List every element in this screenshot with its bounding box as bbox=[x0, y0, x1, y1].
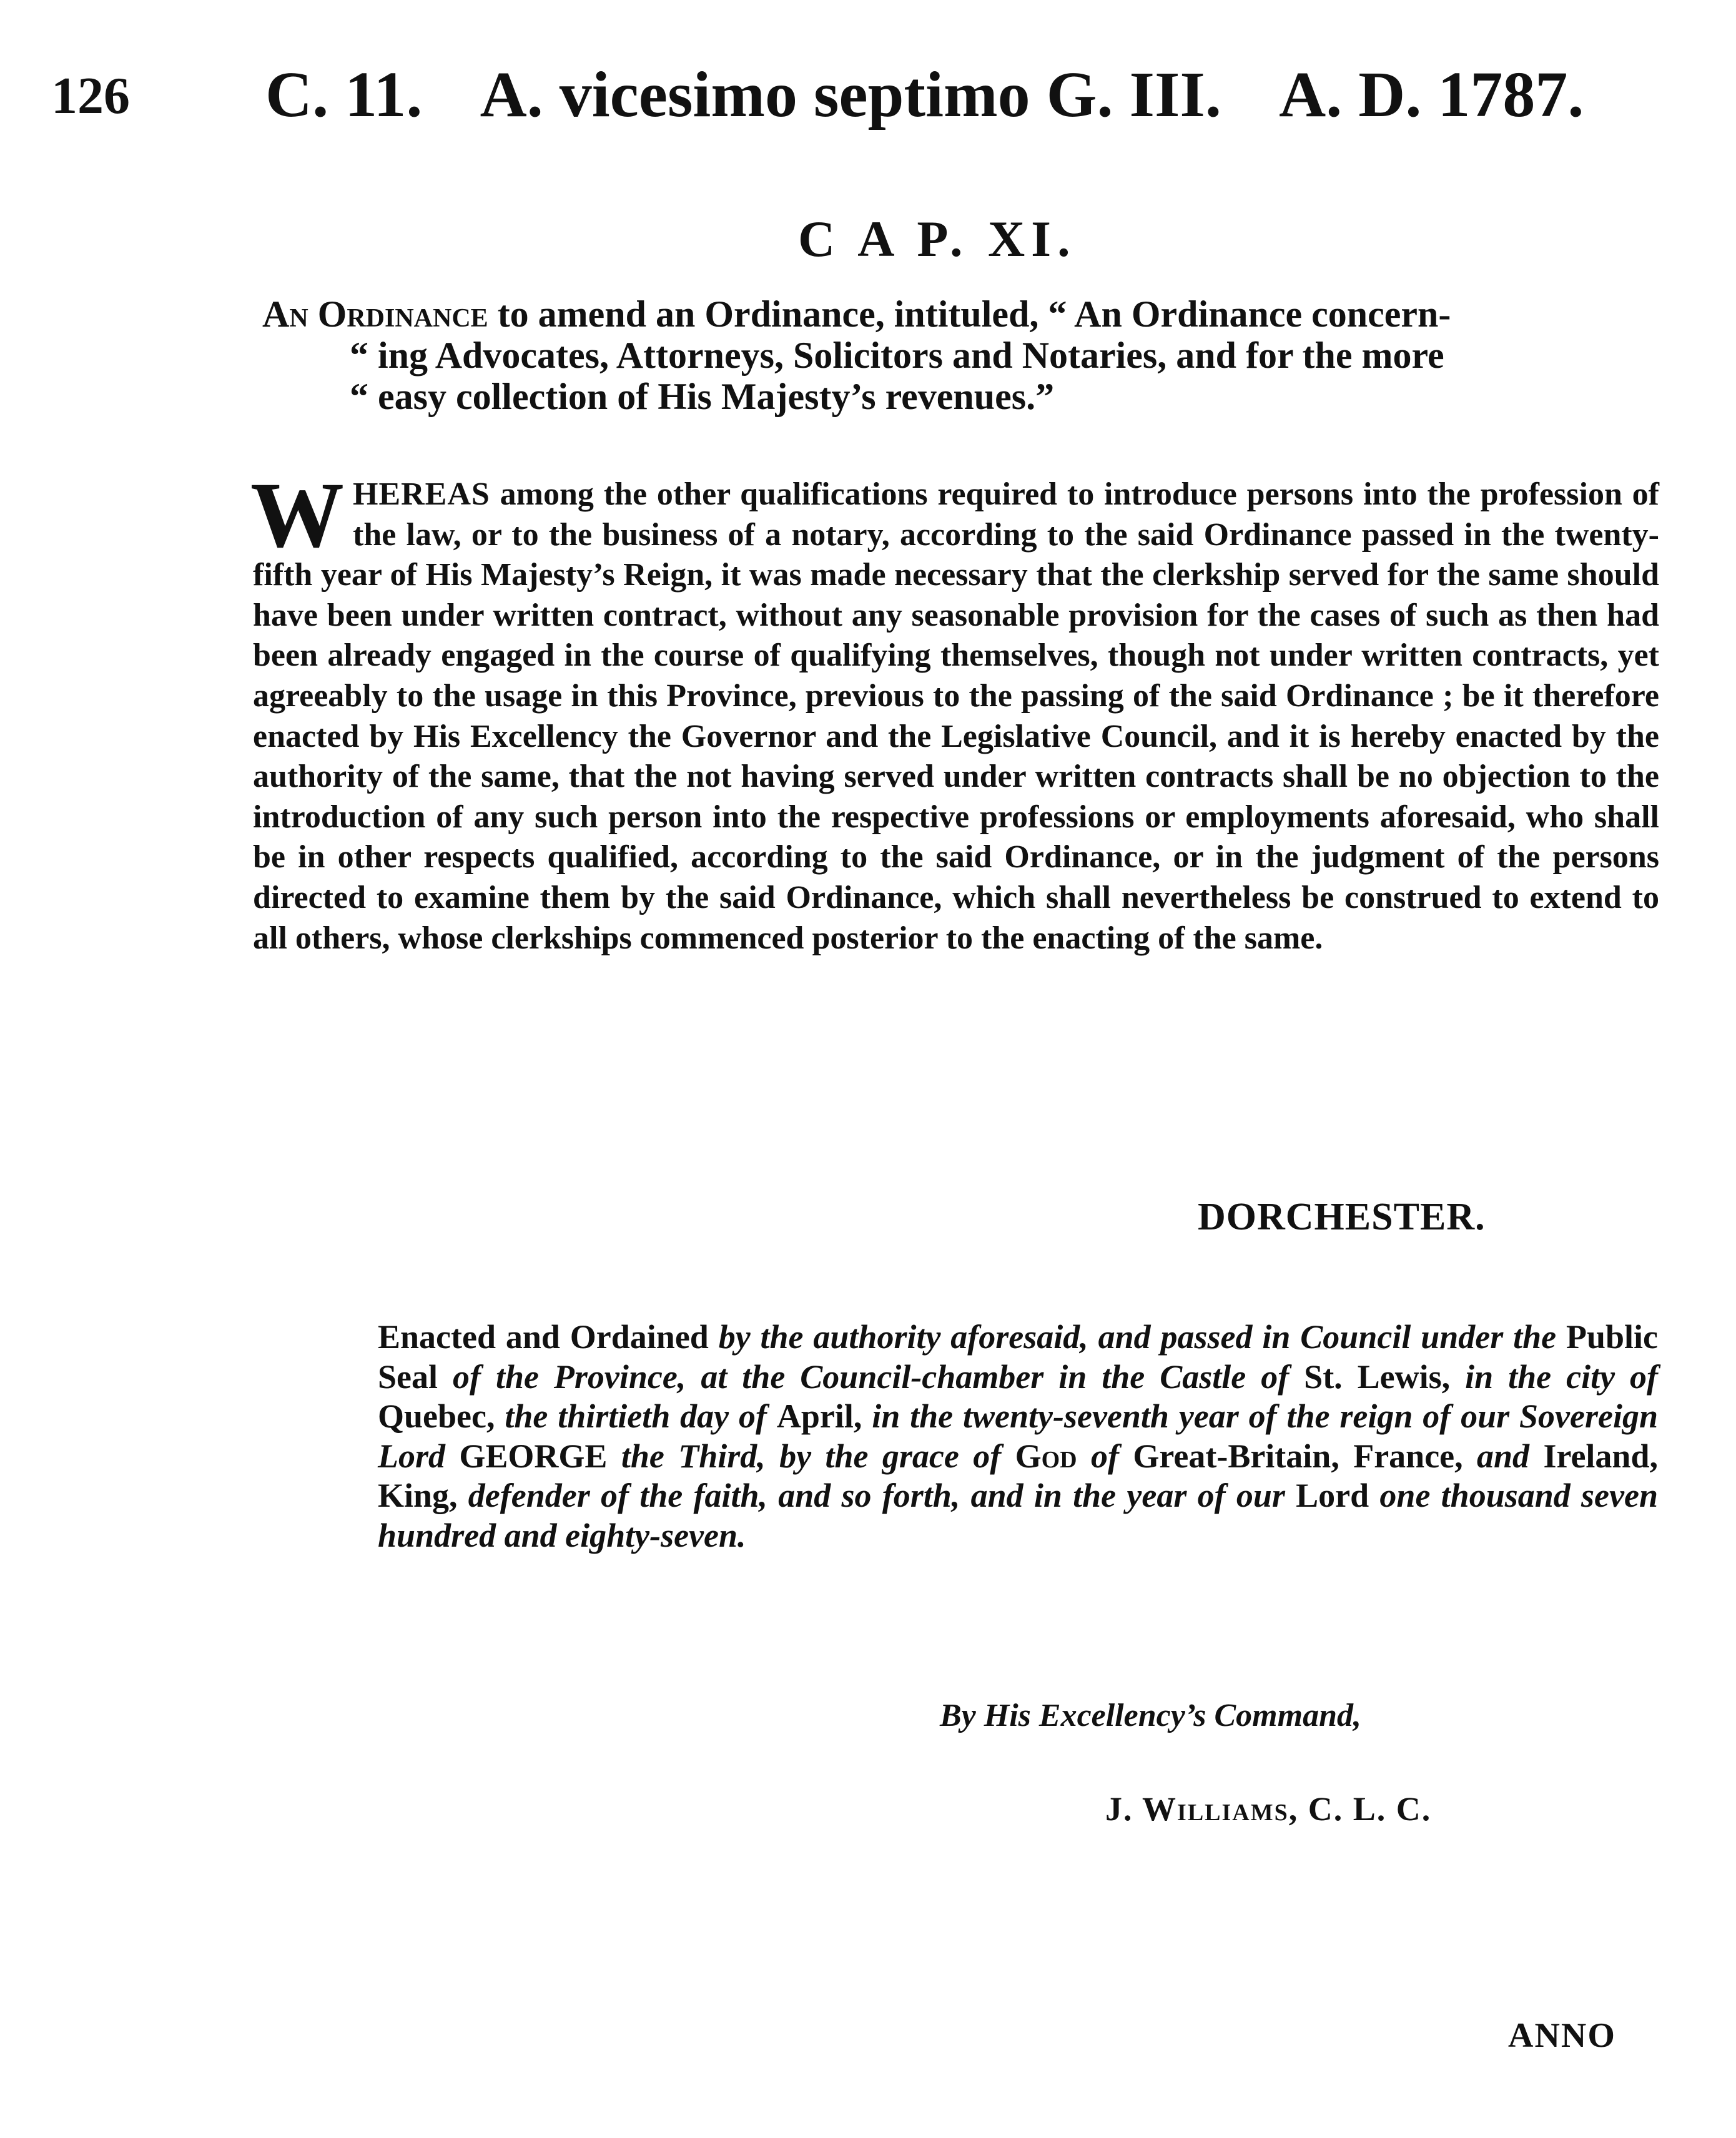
title-line-1-text: to amend an Ordinance, intituled, “ An Ordinance concern- bbox=[488, 293, 1451, 335]
first-word: HEREAS bbox=[353, 476, 490, 512]
enactment-text: God bbox=[1015, 1437, 1077, 1475]
anno-domini-year: A. D. 1787. bbox=[1279, 59, 1584, 131]
enactment-text: the Third, by the grace of bbox=[607, 1437, 1015, 1475]
title-lead: An Ordinance bbox=[262, 293, 488, 335]
catchword: ANNO bbox=[1508, 2016, 1616, 2055]
enactment-text: in the city of bbox=[1450, 1357, 1658, 1396]
enactment-text: of the Province, at the Council-chamber in the Castle of bbox=[438, 1357, 1304, 1396]
drop-cap: W bbox=[250, 463, 344, 567]
enactment-text: GEORGE bbox=[459, 1437, 608, 1475]
ordinance-title bbox=[262, 293, 1650, 417]
enactment-text: defender of the faith, and so forth, and in the year of our bbox=[457, 1477, 1296, 1514]
enactment-text: Enacted and Ordained bbox=[378, 1318, 709, 1356]
title-line-2: “ ing Advocates, Attorneys, Solicitors and Notaries, and for the more bbox=[350, 335, 1444, 376]
governor-signature: DORCHESTER. bbox=[1198, 1196, 1486, 1238]
chapter-heading: C A P. XI. bbox=[798, 210, 1077, 267]
ordinance-body bbox=[250, 463, 1659, 958]
enactment-text: in the twenty-seventh year of the reign of our Sovereign Lord bbox=[378, 1397, 1659, 1475]
enactment-text: by the authority aforesaid, and passed in Council under the bbox=[708, 1318, 1566, 1356]
enactment-text: Great-Britain, France, bbox=[1133, 1437, 1463, 1475]
title-line-3: “ easy collection of His Majesty’s revenues.” bbox=[350, 376, 1055, 417]
clerk-signature: J. Williams, C. L. C. bbox=[1105, 1790, 1432, 1828]
title-line-1 bbox=[262, 293, 1650, 335]
enactment-text: Lord bbox=[1296, 1477, 1369, 1514]
running-title bbox=[265, 59, 1658, 131]
enactment-text: one thousand seven hundred and eighty-seven. bbox=[378, 1477, 1658, 1554]
enactment-text: Public Seal bbox=[378, 1318, 1658, 1396]
enactment-text: Ireland, King, bbox=[378, 1437, 1658, 1514]
chapter-reference: C. 11. bbox=[265, 59, 423, 131]
regnal-year: A. vicesimo septimo G. III. bbox=[480, 59, 1221, 131]
enactment-text: and bbox=[1462, 1437, 1544, 1475]
body-paragraph: among the other qualifications required to introduce persons into the profession of the law, or to the business of a notary, according to the said Ordinance passed in the twenty-fifth year of His Majesty’s Reign, it was made necessary that the clerkship served for the same should have been under written contract, without any seasonable provision for the cases of such as then had been already engaged in the course of qualifying themselves, though not under written contracts, yet agreeably to the usage in this Province, previous to the passing of the said Ordinance ; be it therefore enacted by His Excellency the Governor and the Legislative Council, and it is hereby enacted by the authority of the same, that the not having served under written contracts shall be no objection to the introduction of any such person into the respective professions or employments aforesaid, who shall be in other respects qualified, according to the said Ordinance, or in the judgment of the persons directed to examine them by the said Ordinance, which shall nevertheless be construed to extend to all others, whose clerkships commenced posterior to the enacting of the same. bbox=[253, 476, 1659, 956]
enactment-text: April, bbox=[776, 1397, 862, 1435]
command-line: By His Excellency’s Command, bbox=[940, 1698, 1361, 1733]
page-number: 126 bbox=[51, 67, 130, 125]
enactment-text: Quebec, bbox=[378, 1397, 495, 1435]
enactment-text: of bbox=[1077, 1437, 1133, 1475]
enactment-text: St. Lewis, bbox=[1304, 1357, 1451, 1396]
enactment-text: the thirtieth day of bbox=[495, 1397, 777, 1435]
enactment-clause bbox=[378, 1318, 1658, 1555]
